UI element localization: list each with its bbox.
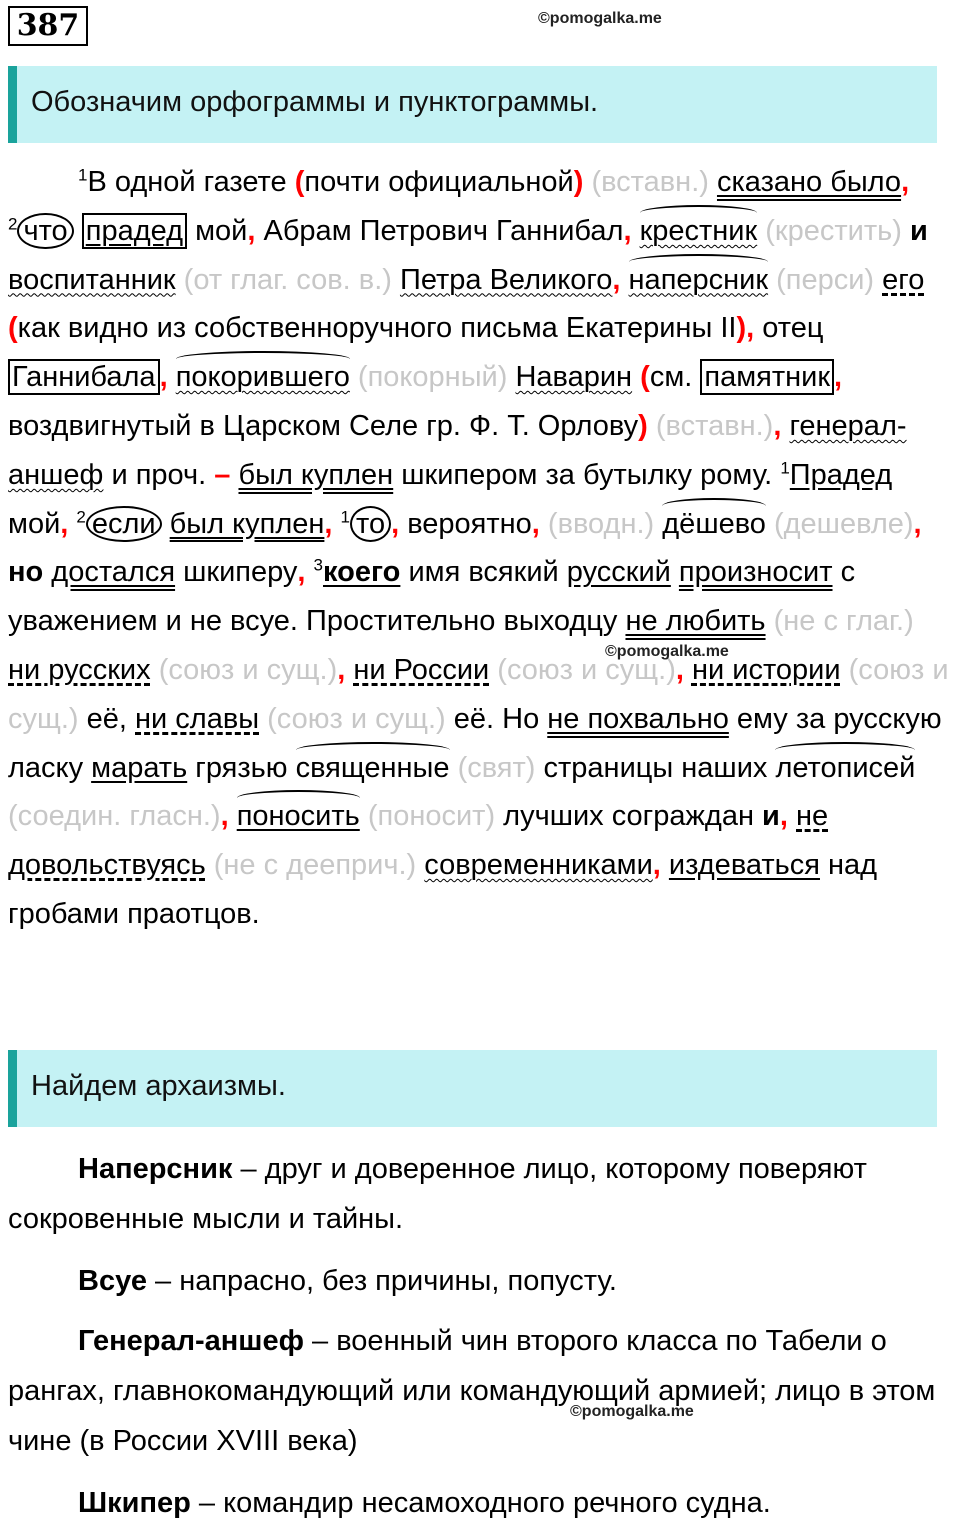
text-segment: с уважением и не всуе. Простительно выходцу xyxy=(8,556,856,638)
word-boxed: памятник xyxy=(700,359,834,395)
text-segment xyxy=(168,361,176,393)
text-segment: отец xyxy=(754,312,824,345)
punct-mark: , xyxy=(324,507,333,540)
word-boxed: Ганнибала xyxy=(8,359,160,395)
conjunction: и xyxy=(909,214,928,247)
punct-mark: , xyxy=(623,214,632,247)
punct-mark: , xyxy=(901,166,910,198)
text-segment: шкиперу xyxy=(175,556,298,589)
hint: (вставн.) xyxy=(583,166,717,198)
hint: (дешевле) xyxy=(765,507,914,540)
word-root-marked: дёшево xyxy=(662,500,766,549)
text-segment: мой xyxy=(187,214,248,247)
text-segment: лучших сограждан xyxy=(503,800,763,833)
hint: (свят) xyxy=(449,751,544,784)
text-segment: имя всякий xyxy=(400,556,567,589)
spelling-word: ни русских xyxy=(8,653,151,686)
watermark: ©pomogalka.me xyxy=(605,643,729,660)
spelling-word: воспитанник xyxy=(8,263,176,296)
punct-mark: , xyxy=(337,653,354,686)
punct-mark: ) xyxy=(638,409,648,442)
word-root-marked: поносить xyxy=(237,792,360,841)
hint: (союз и сущ.) xyxy=(489,653,676,686)
punct-mark: , xyxy=(531,507,540,540)
text-segment: Абрам Петрович Ганнибал xyxy=(255,214,624,247)
conjunction-circled: если xyxy=(86,506,162,542)
text-segment: как видно из собственноручного письма Екатерины II xyxy=(17,312,737,345)
punct-mark: , xyxy=(612,263,621,296)
text-segment: его xyxy=(882,263,925,296)
punct-mark: , xyxy=(773,409,782,442)
conjunction-circled: что xyxy=(17,213,73,249)
text-segment: страницы наших xyxy=(543,751,776,784)
predicate: достался xyxy=(51,556,176,589)
punct-mark: , xyxy=(652,849,661,882)
annotated-text xyxy=(8,158,952,939)
spelling-word: не довольствуясь xyxy=(8,800,829,882)
hint: (вставн.) xyxy=(647,409,774,442)
text-segment: над гробами праотцов. xyxy=(8,849,878,930)
text-segment: воздвигнутый в Царском Селе гр. Ф. Т. Орлову xyxy=(8,409,639,442)
definition-text: – друг и доверенное лицо, которому поверяют сокровенные мысли и тайны. xyxy=(8,1153,867,1235)
definition-1 xyxy=(8,1144,952,1244)
hint: (вводн.) xyxy=(539,507,663,540)
predicate: не похвально xyxy=(547,702,729,735)
punct-mark: ), xyxy=(736,312,755,345)
predicate: был куплен xyxy=(169,507,325,540)
punct-mark: ( xyxy=(8,312,18,345)
subject: русский xyxy=(566,556,671,589)
text-segment xyxy=(661,849,669,881)
text-segment xyxy=(229,800,237,832)
text-segment: Петра Великого xyxy=(399,263,613,296)
predicate: произносит xyxy=(678,556,833,589)
punct-mark: , xyxy=(779,800,788,833)
definition-2 xyxy=(8,1256,952,1306)
predicate: был куплен xyxy=(238,458,394,491)
text-segment xyxy=(671,556,679,588)
text-segment xyxy=(632,361,640,393)
hint: (союз и сущ.) xyxy=(8,653,949,735)
definition-text: – напрасно, без причины, попусту. xyxy=(146,1265,617,1297)
relative-word: коего xyxy=(323,556,401,589)
hint: (не с глаг.) xyxy=(765,605,914,638)
definition-text: – командир несамоходного речного судна. xyxy=(190,1487,771,1519)
text-segment xyxy=(632,215,640,247)
definition-term: Наперсник xyxy=(78,1153,233,1185)
sentence-number: 1 xyxy=(78,165,88,185)
text-segment: В одной газете xyxy=(87,166,295,198)
text-segment xyxy=(332,508,340,540)
hint: (союз и сущ.) xyxy=(259,702,454,735)
word-root-marked: крестник xyxy=(640,207,758,256)
watermark: ©pomogalka.me xyxy=(538,10,662,27)
definition-term: Шкипер xyxy=(78,1487,191,1519)
spelling-word: ни славы xyxy=(135,702,260,735)
text-segment: мой xyxy=(8,507,61,540)
punct-mark: , xyxy=(675,653,684,686)
punct-mark: , xyxy=(159,361,168,394)
punct-mark: , xyxy=(297,556,306,589)
hint: (не с дееприч.) xyxy=(205,849,425,882)
text-segment: Наварин xyxy=(515,361,633,394)
hint: (от глаг. сов. в.) xyxy=(175,263,400,296)
text-segment xyxy=(788,800,796,832)
hint: (крестить) xyxy=(757,214,910,247)
definition-term: Генерал-аншеф xyxy=(78,1325,304,1357)
punct-mark: , xyxy=(834,361,843,394)
text-segment xyxy=(305,556,313,588)
text-segment: её, xyxy=(86,702,136,735)
definition-text: – военный чин второго класса по Табели о рангах, главнокомандующий или командующий армией; лицо в этом чине (в России XVIII века) xyxy=(8,1325,936,1457)
punct-mark: , xyxy=(60,507,69,540)
text-segment: шкипером за бутылку рому. xyxy=(393,458,781,491)
subject: марать xyxy=(91,751,188,784)
punct-mark: ) xyxy=(573,166,584,198)
word-root-marked: покорившего xyxy=(176,353,350,402)
task-number: 387 xyxy=(8,6,88,46)
word-root-marked: священные xyxy=(296,744,450,793)
word-root-marked: наперсник xyxy=(629,256,769,305)
punct-mark: , xyxy=(391,507,400,540)
text-segment xyxy=(74,215,82,247)
text-segment: вероятно xyxy=(399,507,532,540)
sentence-number: 3 xyxy=(313,555,323,575)
punct-mark: , xyxy=(220,800,229,833)
punct-mark: , xyxy=(913,507,922,540)
watermark: ©pomogalka.me xyxy=(570,1403,694,1420)
text-segment: грязью xyxy=(187,751,296,784)
definition-term: Всуе xyxy=(78,1265,147,1297)
text-segment: генерал-аншеф xyxy=(8,409,907,491)
section-title: Обозначим орфограммы и пунктограммы. xyxy=(31,86,599,118)
predicate: сказано было xyxy=(716,166,902,198)
text-segment: почти официальной xyxy=(304,166,574,198)
word-root-marked: летописей xyxy=(775,744,915,793)
conjunction: и xyxy=(762,800,780,833)
predicate: не любить xyxy=(625,605,766,638)
punct-mark: ( xyxy=(294,166,305,198)
conjunction: но xyxy=(8,556,44,589)
section-title: Найдем архаизмы. xyxy=(31,1070,286,1102)
hint: (соедин. гласн.) xyxy=(8,800,221,833)
subject-boxed: прадед xyxy=(82,213,187,249)
definition-4 xyxy=(8,1478,952,1528)
punct-mark: , xyxy=(247,214,256,247)
spelling-word: ни истории xyxy=(691,653,841,686)
text-segment xyxy=(162,508,170,540)
text-segment: и проч. xyxy=(103,458,215,491)
text-segment: см. xyxy=(649,361,701,394)
sentence-number: 2 xyxy=(8,214,18,234)
section-header-spelling xyxy=(8,66,937,143)
text-segment: её. Но xyxy=(453,702,548,735)
hint: (союз и сущ.) xyxy=(150,653,338,686)
conjunction-circled: то xyxy=(350,506,391,542)
subject: Прадед xyxy=(789,458,893,491)
sentence-number: 2 xyxy=(76,506,86,526)
text-segment xyxy=(620,264,628,296)
subject: издеваться xyxy=(668,849,820,882)
spelling-word: современниками xyxy=(424,849,653,882)
sentence-number: 1 xyxy=(780,458,790,478)
hint: (покорный) xyxy=(349,361,516,394)
hint: (поносит) xyxy=(359,800,504,833)
punct-mark: ( xyxy=(640,361,650,394)
hint: (перси) xyxy=(768,263,883,296)
definition-3 xyxy=(8,1316,952,1466)
punct-mark: – xyxy=(214,458,231,491)
text-segment: ему за русскую ласку xyxy=(8,702,942,784)
spelling-word: ни России xyxy=(353,653,490,686)
section-header-archaisms xyxy=(8,1050,937,1127)
sentence-number: 1 xyxy=(340,506,350,526)
